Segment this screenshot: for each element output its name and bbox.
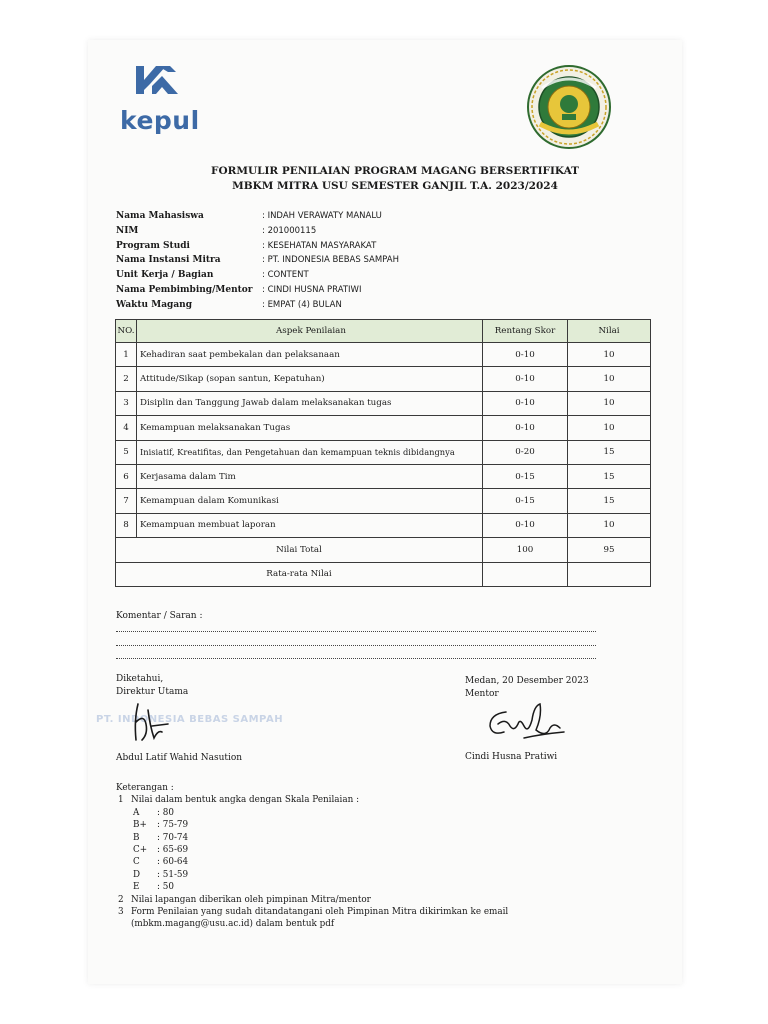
info-label: Program Studi [116, 240, 190, 251]
grade-letter: E [133, 882, 140, 893]
grade-letter: A [133, 807, 140, 818]
grade-range: : 80 [157, 807, 174, 818]
grade-range: : 51-59 [157, 869, 189, 880]
info-value: : 201000115 [262, 225, 317, 236]
header-rentang: Rentang Skor [483, 320, 568, 343]
row-nilai: 10 [568, 343, 651, 367]
average-label: Rata-rata Nilai [116, 562, 483, 586]
row-aspek: Kemampuan dalam Komunikasi [137, 489, 483, 513]
header-no: NO. [116, 320, 137, 343]
row-aspek: Disiplin dan Tanggung Jawab dalam melaksanakan tugas [137, 391, 483, 415]
notes-item-text: (mbkm.magang@usu.ac.id) dalam bentuk pdf [131, 919, 335, 930]
mentor-signature-icon [484, 698, 576, 744]
director-name: Abdul Latif Wahid Nasution [116, 753, 243, 763]
info-label: Nama Instansi Mitra [116, 255, 221, 266]
table-row [116, 489, 651, 513]
row-rentang: 0-10 [483, 343, 568, 367]
info-value: : PT. INDONESIA BEBAS SAMPAH [262, 255, 399, 266]
table-row [116, 440, 651, 464]
row-no: 6 [116, 464, 137, 488]
right-sign-line1: Medan, 20 Desember 2023 [465, 676, 589, 686]
grade-letter: B [133, 832, 140, 843]
notes-item-text: Nilai dalam bentuk angka dengan Skala Penilaian : [131, 795, 360, 806]
notes-item-number: 1 [118, 795, 124, 806]
notes-item-text: Nilai lapangan diberikan oleh pimpinan Mitra/mentor [131, 894, 371, 905]
row-no: 4 [116, 416, 137, 440]
info-label: NIM [116, 225, 139, 236]
table-header-row [116, 320, 651, 343]
grade-range: : 75-79 [157, 820, 189, 831]
comment-line [116, 645, 596, 646]
table-row [116, 513, 651, 537]
info-value: : CONTENT [262, 270, 309, 281]
average-range [483, 562, 568, 586]
total-label: Nilai Total [116, 538, 483, 562]
header-aspek: Aspek Penilaian [137, 320, 483, 343]
info-label: Unit Kerja / Bagian [116, 270, 214, 281]
table-row [116, 343, 651, 367]
right-sign-line2: Mentor [465, 688, 499, 699]
grade-letter: B+ [133, 820, 147, 831]
row-nilai: 10 [568, 391, 651, 415]
row-no: 8 [116, 513, 137, 537]
row-rentang: 0-10 [483, 513, 568, 537]
row-rentang: 0-20 [483, 440, 568, 464]
row-rentang: 0-10 [483, 367, 568, 391]
row-no: 2 [116, 367, 137, 391]
table-row [116, 416, 651, 440]
form-title [130, 164, 660, 194]
grade-range: : 60-64 [157, 857, 189, 868]
row-no: 7 [116, 489, 137, 513]
row-no: 1 [116, 343, 137, 367]
row-rentang: 0-10 [483, 391, 568, 415]
notes-item-text: Form Penilaian yang sudah ditandatangani oleh Pimpinan Mitra dikirimkan ke email [131, 906, 509, 917]
row-aspek: Kerjasama dalam Tim [137, 464, 483, 488]
grade-letter: C [133, 857, 140, 868]
kepul-logo-text: kepul [120, 106, 200, 135]
grade-letter: D [133, 869, 141, 880]
grade-range: : 65-69 [157, 844, 189, 855]
row-no: 3 [116, 391, 137, 415]
left-sign-line2: Direktur Utama [116, 686, 189, 697]
right-sign-block [465, 675, 589, 700]
row-aspek: Inisiatif, Kreatifitas, dan Pengetahuan dan kemampuan teknis dibidangnya [137, 440, 483, 464]
comment-line [116, 631, 596, 632]
row-nilai: 15 [568, 489, 651, 513]
grade-range: : 50 [157, 882, 174, 893]
total-value: 95 [568, 538, 651, 562]
row-rentang: 0-15 [483, 489, 568, 513]
form-title-line2: MBKM MITRA USU SEMESTER GANJIL T.A. 2023/2024 [232, 180, 558, 192]
company-stamp: PT. INDONESIA BEBAS SAMPAH [96, 714, 284, 725]
left-sign-line1: Diketahui, [116, 674, 164, 684]
info-label: Nama Mahasiswa [116, 211, 204, 221]
row-rentang: 0-10 [483, 416, 568, 440]
total-range: 100 [483, 538, 568, 562]
info-value: : CINDI HUSNA PRATIWI [262, 284, 362, 295]
comment-line [116, 658, 596, 659]
row-rentang: 0-15 [483, 464, 568, 488]
row-aspek: Attitude/Sikap (sopan santun, Kepatuhan) [137, 367, 483, 391]
info-value: : EMPAT (4) BULAN [262, 299, 342, 310]
row-nilai: 10 [568, 367, 651, 391]
grade-letter: C+ [133, 844, 148, 855]
form-title-line1: FORMULIR PENILAIAN PROGRAM MAGANG BERSERTIFIKAT [211, 165, 579, 177]
info-value: : KESEHATAN MASYARAKAT [262, 240, 377, 251]
row-nilai: 15 [568, 464, 651, 488]
row-aspek: Kemampuan melaksanakan Tugas [137, 416, 483, 440]
comment-label: Komentar / Saran : [116, 611, 203, 621]
usu-seal-icon [526, 64, 612, 150]
row-no: 5 [116, 440, 137, 464]
kepul-logo-icon [132, 64, 180, 106]
mentor-name: Cindi Husna Pratiwi [465, 752, 558, 762]
notes-item-number: 3 [118, 906, 124, 917]
average-value [568, 562, 651, 586]
row-nilai: 10 [568, 416, 651, 440]
left-sign-block [116, 673, 188, 698]
info-label: Nama Pembimbing/Mentor [116, 284, 253, 295]
assessment-table [115, 319, 651, 587]
notes-item-number: 2 [118, 894, 124, 905]
table-row [116, 464, 651, 488]
average-row [116, 562, 651, 586]
row-nilai: 10 [568, 513, 651, 537]
total-row [116, 538, 651, 562]
notes-label: Keterangan : [116, 783, 174, 793]
director-signature-icon [128, 700, 172, 746]
table-row [116, 391, 651, 415]
info-label: Waktu Magang [116, 299, 192, 310]
header-nilai: Nilai [568, 320, 651, 343]
table-row [116, 367, 651, 391]
row-aspek: Kehadiran saat pembekalan dan pelaksanaan [137, 343, 483, 367]
row-nilai: 15 [568, 440, 651, 464]
row-aspek: Kemampuan membuat laporan [137, 513, 483, 537]
grade-range: : 70-74 [157, 832, 189, 843]
info-value: : INDAH VERAWATY MANALU [262, 211, 382, 221]
